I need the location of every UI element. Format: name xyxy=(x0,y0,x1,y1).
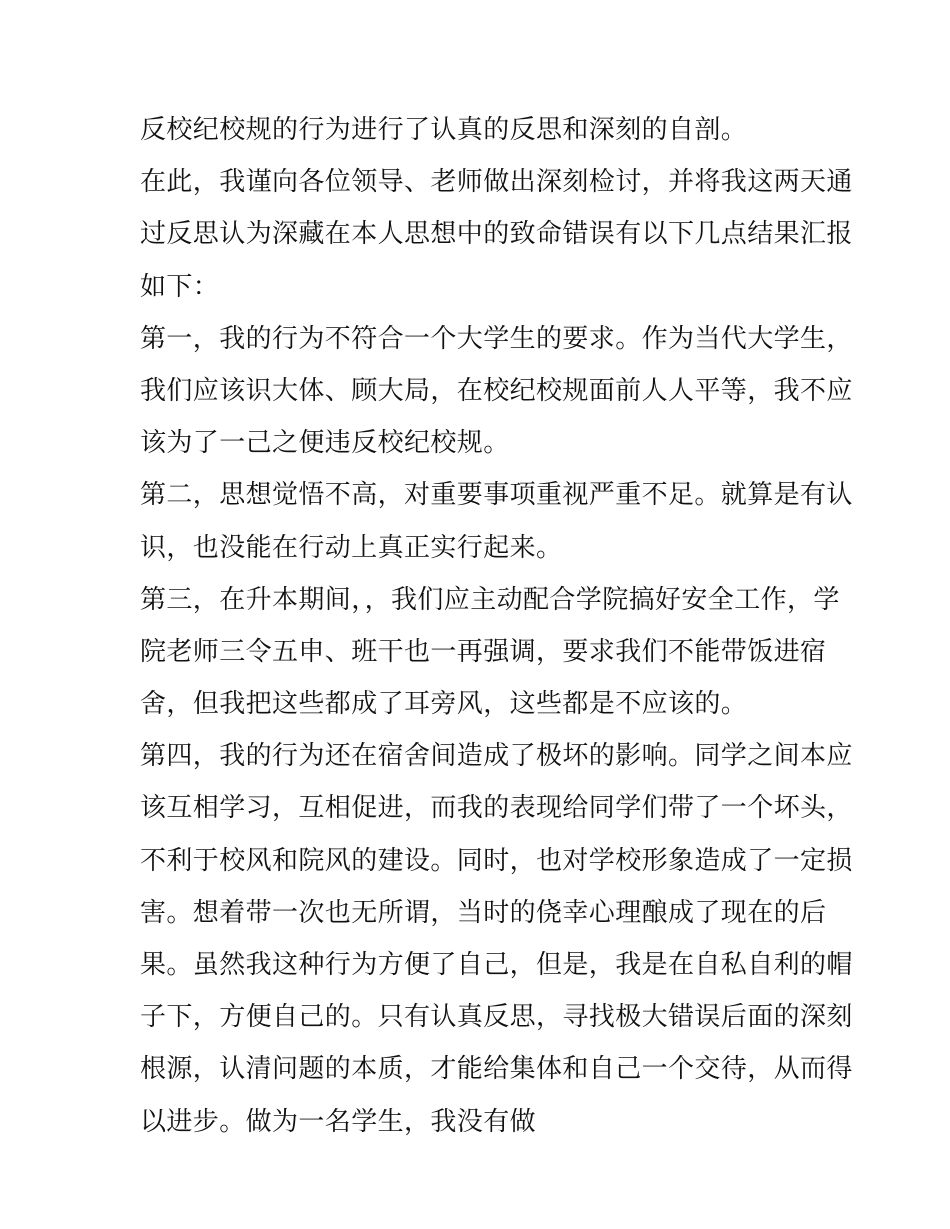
text-line: 害。想着带一次也无所谓，当时的侥幸心理酿成了现在的后 xyxy=(140,897,827,928)
text-line: 如下： xyxy=(140,271,220,302)
text-line: 第一，我的行为不符合一个大学生的要求。作为当代大学生， xyxy=(140,323,853,354)
text-line: 果。虽然我这种行为方便了自己，但是，我是在自私自利的帽 xyxy=(140,950,853,980)
document-body xyxy=(140,104,853,1148)
text-line: 院老师三令五申、班干也一再强调，要求我们不能带饭进宿 xyxy=(140,636,827,667)
text-line: 第三，在升本期间，，我们应主动配合学院搞好安全工作，学 xyxy=(140,584,840,615)
text-line: 该为了一己之便违反校纪校规。 xyxy=(140,428,510,459)
text-line: 第四，我的行为还在宿舍间造成了极坏的影响。同学之间本应 xyxy=(140,741,853,772)
text-line: 不利于校风和院风的建设。同时，也对学校形象造成了一定损 xyxy=(140,845,853,876)
text-line: 识，也没能在行动上真正实行起来。 xyxy=(140,532,563,563)
text-line: 子下，方便自己的。只有认真反思，寻找极大错误后面的深刻 xyxy=(140,1002,853,1033)
text-line: 该互相学习，互相促进，而我的表现给同学们带了一个坏头， xyxy=(140,793,853,824)
text-line: 根源，认清问题的本质，才能给集体和自己一个交待，从而得 xyxy=(140,1054,853,1085)
text-line: 在此，我谨向各位领导、老师做出深刻检讨，并将我这两天通 xyxy=(140,167,853,198)
text-line: 第二，思想觉悟不高，对重要事项重视严重不足。就算是有认 xyxy=(140,480,853,511)
text-line: 以进步。做为一名学生，我没有做 xyxy=(140,1106,537,1137)
text-line: 舍，但我把这些都成了耳旁风，这些都是不应该的。 xyxy=(140,689,748,720)
text-line: 反校纪校规的行为进行了认真的反思和深刻的自剖。 xyxy=(140,115,748,145)
text-line: 我们应该识大体、顾大局，在校纪校规面前人人平等，我不应 xyxy=(140,375,853,406)
text-line: 过反思认为深藏在本人思想中的致命错误有以下几点结果汇报 xyxy=(140,219,853,250)
